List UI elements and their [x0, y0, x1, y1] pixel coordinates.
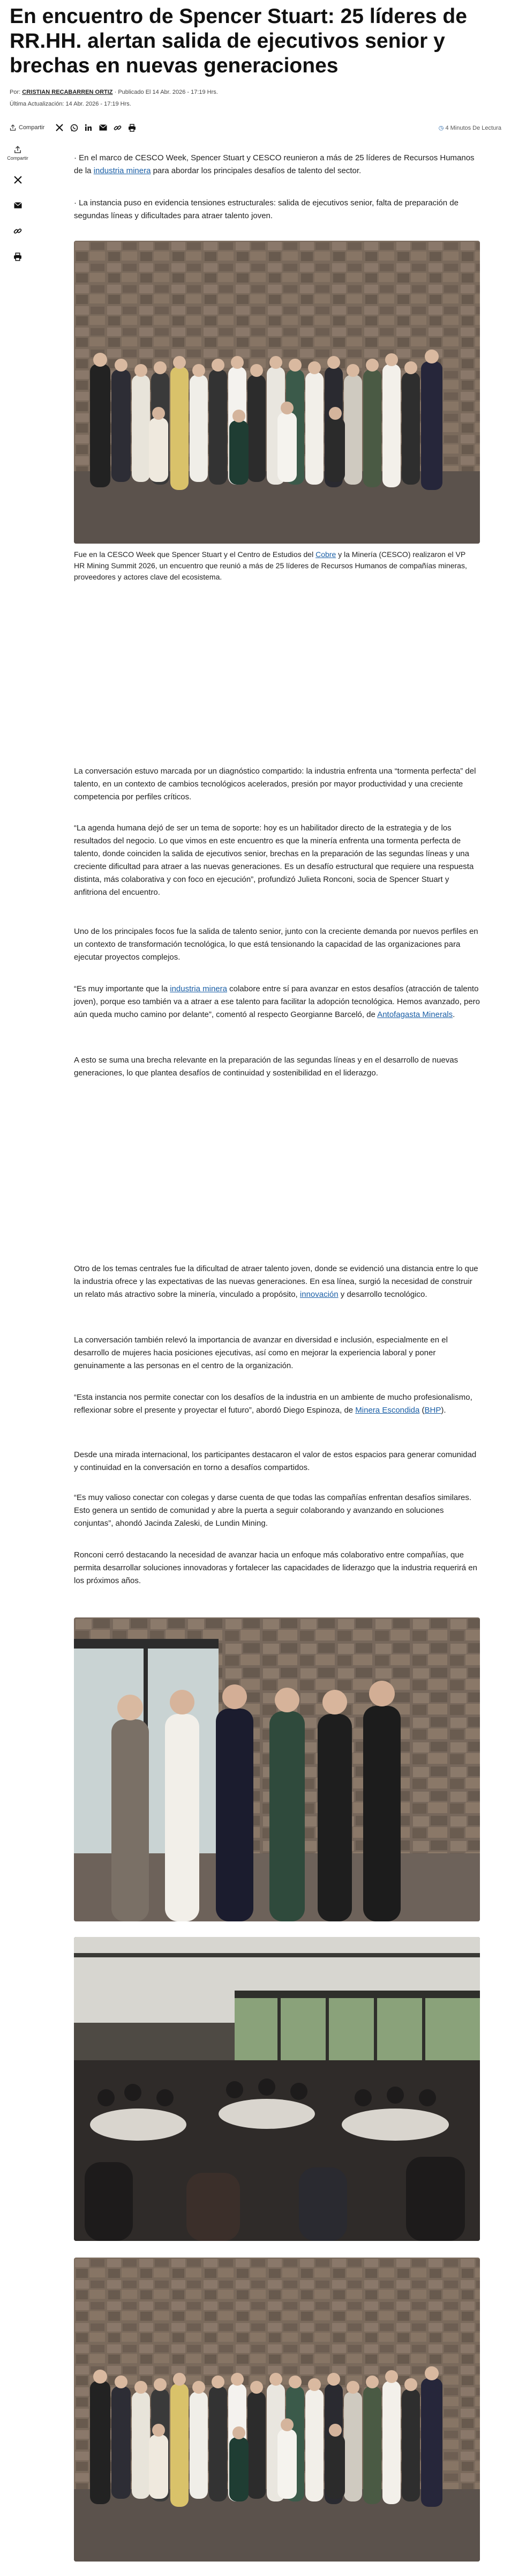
link-icon[interactable]: [113, 123, 122, 132]
link-icon[interactable]: [13, 226, 22, 236]
event-room-photo: [74, 1937, 480, 2241]
event-room-photo-image: [74, 1937, 480, 2241]
photo-caption: Fue en la CESCO Week que Spencer Stuart y el Centro de Estudios del Cobre y la Minería (CESCO) realizaron el VP HR Mining Summit 2026, un encuentro que reunió a más de 25 líderes de Recursos Humanos de compañías mineras, proveedores y actores clave del ecosistema.: [74, 550, 467, 581]
byline-prefix: Por:: [10, 89, 21, 95]
x-icon[interactable]: [55, 123, 64, 132]
lead-bullet-1: · En el marco de CESCO Week, Spencer Stuart y CESCO reunieron a más de 25 líderes de Recursos Humanos de la industria minera para abordar los principales desafíos de talento del sector.: [74, 153, 475, 175]
linkedin-icon[interactable]: [84, 123, 93, 132]
link-bhp[interactable]: BHP: [424, 1406, 441, 1415]
body-paragraph-6: Otro de los temas centrales fue la dificultad de atraer talento joven, donde se evidenció una distancia entre lo que la industria ofrece y las expectativas de las nuevas generaciones. En esa línea, surgió la necesidad de construir un relato más atractivo sobre la minería, vinculado a propósito, innovación y desarrollo tecnológico.: [74, 1264, 478, 1299]
x-icon[interactable]: [13, 175, 22, 184]
group-photo-repeat: [74, 2258, 480, 2562]
link-cobre[interactable]: Cobre: [315, 550, 336, 559]
read-time: ◷ 4 Minutos De Lectura: [438, 124, 501, 131]
link-innovacion[interactable]: innovación: [299, 1290, 339, 1299]
body-paragraph-4: “Es muy importante que la industria minera colabore entre sí para avanzar en estos desafíos (atracción de talento joven), porque eso también va a atraer a ese talento para facilitar la adopción tecnológica. Hemos avanzado, pero aún queda mucho camino por delante”, comentó al respecto Georgianne Barceló, de Antofagasta Minerals.: [74, 984, 480, 1019]
group-photo-image: [74, 241, 480, 544]
body-paragraph-11: Ronconi cerró destacando la necesidad de avanzar hacia un enfoque más colaborativo entre compañías, que permita desarrollar soluciones innovadoras y fortalecer las capacidades de liderazgo que la industria requerirá en los próximos años.: [74, 1550, 477, 1585]
share-bar: [10, 121, 501, 134]
share-icon: [14, 146, 21, 153]
email-icon[interactable]: [13, 201, 22, 210]
byline: Por: CRISTIAN RECABARREN ORTIZ · Publicado El 14 Abr. 2026 - 17:19 Hrs.: [10, 89, 218, 95]
email-icon[interactable]: [99, 123, 107, 132]
group-photo: [74, 241, 480, 544]
body-paragraph-9: Desde una mirada internacional, los participantes destacaron el valor de estos espacios para generar comunidad y continuidad en la conversación en torno a desafíos compartidos.: [74, 1450, 477, 1472]
link-antofagasta-minerals[interactable]: Antofagasta Minerals: [377, 1010, 453, 1019]
article-headline: En encuentro de Spencer Stuart: 25 líderes de RR.HH. alertan salida de ejecutivos senior y brechas en nuevas generaciones: [10, 5, 467, 77]
print-icon[interactable]: [13, 252, 22, 262]
updated-date: Última Actualización: 14 Abr. 2026 - 17:19 Hrs.: [10, 101, 131, 107]
sticky-share-rail: [6, 146, 29, 278]
body-paragraph-10: “Es muy valioso conectar con colegas y darse cuenta de que todas las compañías enfrentan desafíos similares. Esto genera un sentido de comunidad y abre la puerta a seguir colaborando y avanzando en soluciones conjuntas”, ahondó Jacinda Zaleski, de Lundin Mining.: [74, 1493, 472, 1528]
link-minera-escondida[interactable]: Minera Escondida: [355, 1406, 420, 1415]
body-paragraph-1: La conversación estuvo marcada por un diagnóstico compartido: la industria enfrenta una “tormenta perfecta” del talento, en un contexto de cambios tecnológicos acelerados, presión por mayor productividad y una creciente competencia por perfiles críticos.: [74, 767, 476, 801]
share-label: Compartir: [19, 124, 45, 131]
body-paragraph-2: “La agenda humana dejó de ser un tema de soporte: hoy es un habilitador directo de la estrategia y de los resultados del negocio. Lo que vimos en este encuentro es que la minería enfrenta una tormenta perfecta de talento, donde coinciden la salida de ejecutivos senior, brechas en la preparación de las segundas líneas y una creciente dificultad para atraer a las nuevas generaciones. Es un desafío estructural que requiere una respuesta distinta, más colaborativa y con foco en ejecución”, profundizó Julieta Ronconi, socia de Spencer Stuart y anfitriona del encuentro.: [74, 823, 474, 897]
body-paragraph-8: “Esta instancia nos permite conectar con los desafíos de la industria en un ambiente de mucho profesionalismo, reflexionar sobre el presente y proyectar el futuro”, abordó Diego Espinoza, de Minera Escondida (BHP).: [74, 1393, 472, 1415]
body-paragraph-3: Uno de los principales focos fue la salida de talento senior, junto con la creciente demanda por nuevos perfiles en un contexto de transformación tecnológica, lo que está tensionando la capacidad de las organizaciones para ejecutar proyectos complejos.: [74, 927, 478, 962]
rail-share-label: Compartir: [7, 155, 28, 161]
published-date: Publicado El 14 Abr. 2026 - 17:19 Hrs.: [118, 89, 218, 95]
whatsapp-icon[interactable]: [70, 123, 78, 132]
women-group-photo: [74, 1617, 480, 1921]
rail-share-button[interactable]: [7, 146, 28, 161]
share-icon: [10, 124, 16, 131]
body-paragraph-7: La conversación también relevó la importancia de avanzar en diversidad e inclusión, especialmente en el desarrollo de mujeres hacia posiciones ejecutivas, así como en mejorar la experiencia laboral y poner genuinamente a las personas en el centro de la organización.: [74, 1335, 448, 1370]
print-icon[interactable]: [127, 123, 136, 132]
link-industria-minera[interactable]: industria minera: [93, 166, 151, 175]
share-button[interactable]: [10, 124, 44, 131]
body-paragraph-5: A esto se suma una brecha relevante en la preparación de las segundas líneas y en el desarrollo de nuevas generaciones, lo que plantea desafíos de continuidad y sostenibilidad en el liderazgo.: [74, 1056, 459, 1078]
link-industria-minera-2[interactable]: industria minera: [170, 984, 227, 993]
author-link[interactable]: CRISTIAN RECABARREN ORTIZ: [22, 89, 113, 95]
group-photo-repeat-image: [74, 2258, 480, 2562]
women-group-photo-image: [74, 1617, 480, 1921]
lead-bullet-2: · La instancia puso en evidencia tensiones estructurales: salida de ejecutivos senior, falta de preparación de segundas líneas y dificultades para atraer talento joven.: [74, 198, 459, 220]
